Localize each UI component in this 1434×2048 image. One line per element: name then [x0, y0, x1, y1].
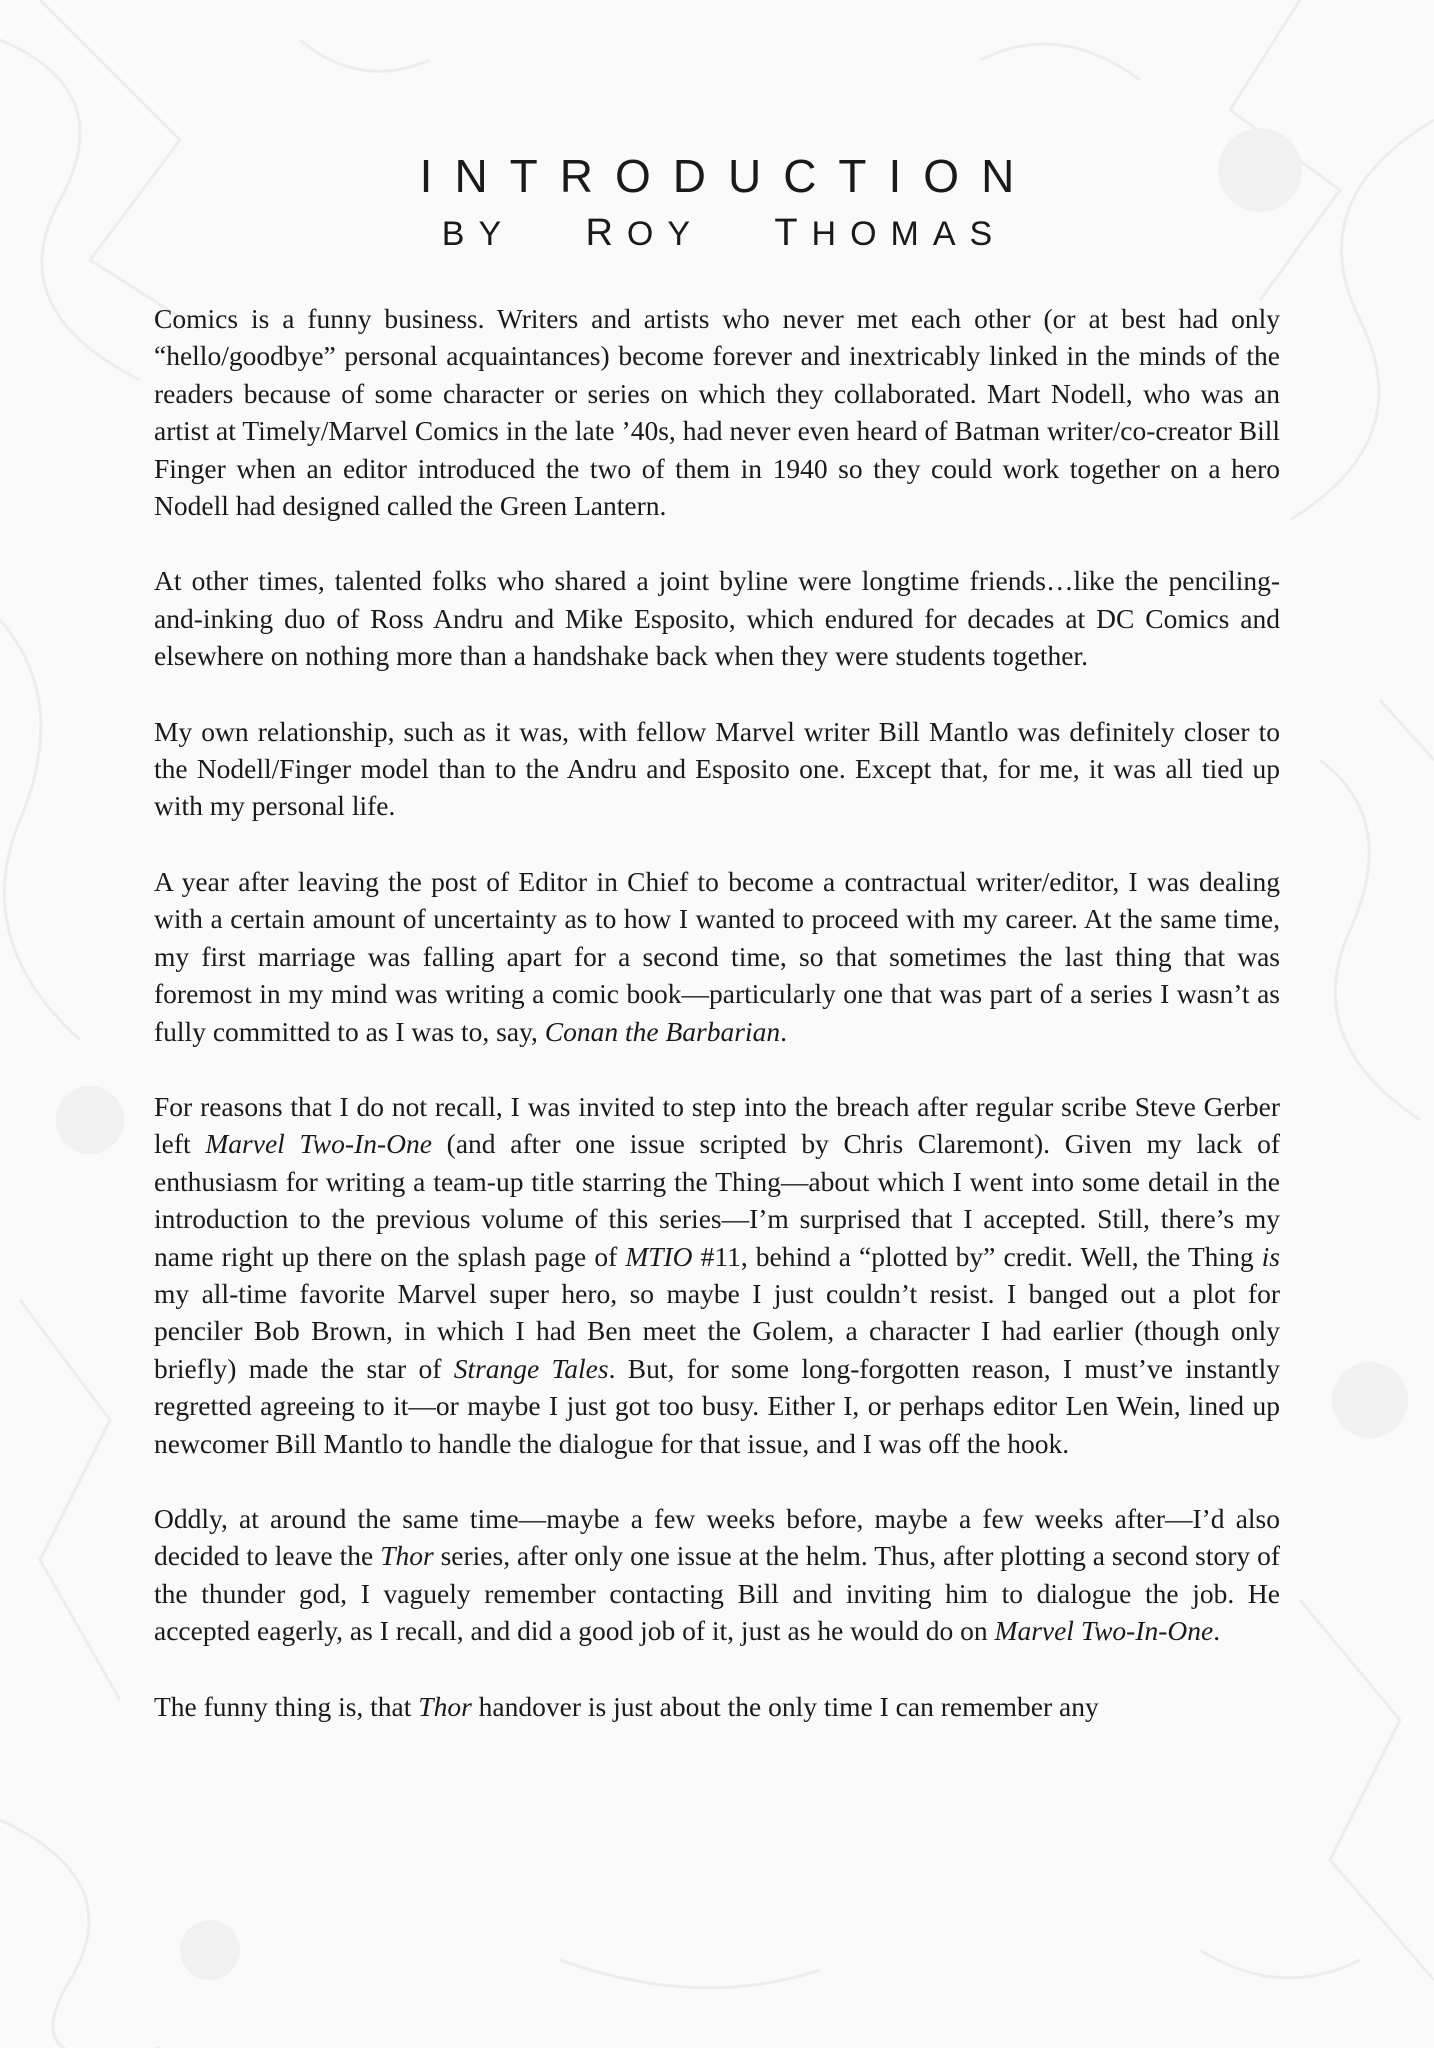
byline-prefix: BY [441, 215, 515, 253]
page-title: INTRODUCTION [419, 150, 1037, 202]
text-run: (and after one issue scripted by Chris Claremont). Given my lack of enthusiasm for writing a team-up title starring the Thing—about which I went into some detail in the introduction to the previous volume of this series—I’m surprised that I accepted. Still, there’s my name right up there on the splash page of [154, 1128, 1280, 1272]
italic-title: Strange Tales [453, 1352, 609, 1384]
italic-title: Marvel Two-In-One [994, 1615, 1214, 1647]
italic-title: Conan the Barbarian [544, 1015, 781, 1047]
text-run: A year after leaving the post of Editor in Chief to become a contractual writer/editor, I was dealing with a certain amount of uncertainty as to how I wanted to proceed with my career. At the same time, my first marriage was falling apart for a second time, so that sometimes the last thing that was foremost in my mind was writing a comic book—particularly one that was part of a series I wasn’t as fully committed to as I was to, say, [154, 865, 1280, 1047]
text-run: series, after only one issue at the helm. Thus, after plotting a second story of the thunder god, I vaguely remember contacting Bill and inviting him to dialogue the job. He accepted eagerly, as I recall, and did a good job of it, just as he would do on [154, 1540, 1280, 1647]
byline-first-rest: OY [626, 215, 704, 253]
paragraph [154, 300, 1280, 524]
text-run: . [780, 1015, 787, 1047]
text-run: #11, behind a “plotted by” credit. Well, the Thing [692, 1240, 1262, 1272]
text-run: My own relationship, such as it was, with fellow Marvel writer Bill Mantlo was definitely closer to the Nodell/Finger model than to the Andru and Esposito one. Except that, for me, it was all tied up with my personal life. [154, 715, 1280, 822]
text-run: Comics is a funny business. Writers and artists who never met each other (or at best had only “hello/goodbye” personal acquaintances) become forever and inextricably linked in the minds of the readers because of some character or series on which they collaborated. Mart Nodell, who was an artist at Timely/Marvel Comics in the late ’40s, had never even heard of Batman writer/co-creator Bill Finger when an editor introduced the two of them in 1940 so they could work together on a hero Nodell had designed called the Green Lantern. [154, 303, 1280, 522]
italic-title: Thor [380, 1540, 434, 1572]
paragraph [154, 1500, 1280, 1650]
text-run: handover is just about the only time I can remember any [471, 1690, 1099, 1722]
paragraph [154, 863, 1280, 1050]
byline-first-initial: R [585, 212, 627, 254]
paragraph [154, 713, 1280, 825]
paragraph [154, 1088, 1280, 1462]
byline-last-rest: HOMAS [811, 215, 1007, 253]
text-run: Oddly, at around the same time—maybe a few weeks before, maybe a few weeks after—I’d also decided to leave the [154, 1502, 1280, 1572]
title-block [0, 148, 1434, 257]
text-run: . But, for some long-forgotten reason, I must’ve instantly regretted agreeing to it—or maybe I just got too busy. Either I, or perhaps editor Len Wein, lined up newcomer Bill Mantlo to handle the dialogue for that issue, and I was off the hook. [154, 1352, 1280, 1459]
italic-title: Thor [418, 1690, 472, 1722]
article-body [154, 300, 1280, 1725]
italic-title: is [1261, 1240, 1280, 1272]
text-run: At other times, talented folks who shared a joint byline were longtime friends…like the penciling-and-inking duo of Ross Andru and Mike Esposito, which endured for decades at DC Comics and elsewhere on nothing more than a handshake back when they were students together. [154, 565, 1280, 672]
text-run: The funny thing is, that [154, 1690, 419, 1722]
byline [14, 210, 1434, 257]
paragraph [154, 1688, 1280, 1725]
italic-title: MTIO [625, 1240, 693, 1272]
text-run: . [1213, 1615, 1221, 1647]
text-run: For reasons that I do not recall, I was invited to step into the breach after regular scribe Steve Gerber left [154, 1090, 1280, 1160]
byline-last-initial: T [774, 212, 812, 254]
italic-title: Marvel Two-In-One [205, 1128, 432, 1160]
text-run: my all-time favorite Marvel super hero, so maybe I just couldn’t resist. I banged out a plot for penciler Bob Brown, in which I had Ben meet the Golem, a character I had earlier (though only briefly) made the star of [154, 1277, 1280, 1384]
paragraph [154, 562, 1280, 674]
